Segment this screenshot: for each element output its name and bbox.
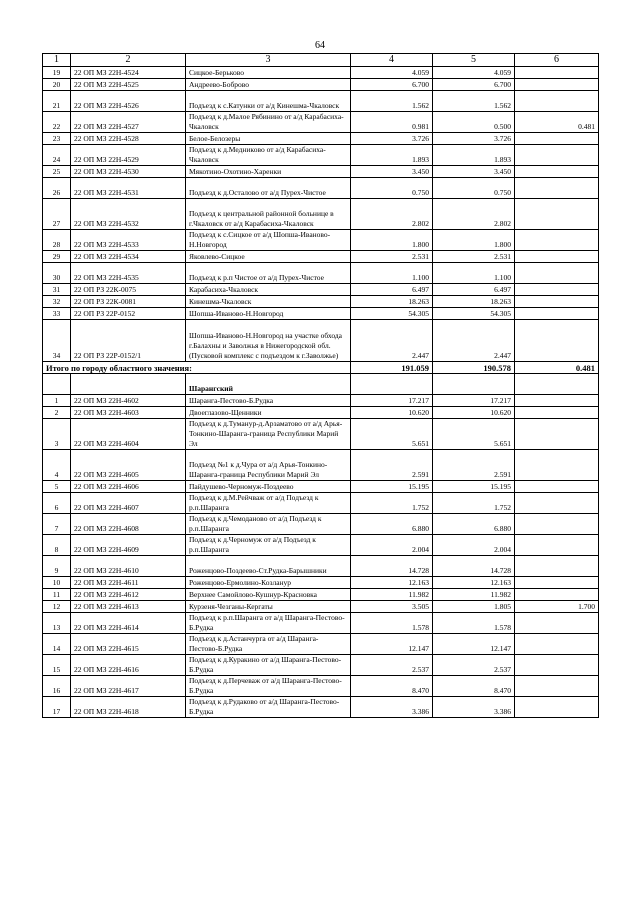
road-id: 22 ОП МЗ 22Н-4525: [71, 79, 186, 91]
table-row: [43, 251, 599, 263]
table-row: [43, 230, 599, 251]
row-number: 13: [43, 613, 71, 634]
length-total: 0.750: [351, 178, 433, 199]
length-total: 15.195: [351, 481, 433, 493]
length-total: 6.497: [351, 284, 433, 296]
road-id: 22 ОП МЗ 22Н-4524: [71, 67, 186, 79]
table-row: [43, 296, 599, 308]
road-name: Подъезд №1 к д.Чура от а/д Арья-Тонкино-Шаранга-граница Республики Марий Эл: [186, 450, 351, 481]
road-id: 22 ОП МЗ 22Н-4531: [71, 178, 186, 199]
length-other: [515, 514, 599, 535]
length-regional: [433, 374, 515, 395]
length-other: [515, 450, 599, 481]
length-other: [515, 284, 599, 296]
length-total: 2.447: [351, 320, 433, 362]
column-header: 2: [71, 54, 186, 67]
road-id: 22 ОП РЗ 22Р-0152: [71, 308, 186, 320]
row-number: 29: [43, 251, 71, 263]
length-regional: 6.700: [433, 79, 515, 91]
table-row: [43, 493, 599, 514]
road-name: Шаранга-Пестово-Б.Рудка: [186, 395, 351, 407]
table-row: [43, 395, 599, 407]
length-total: 1.100: [351, 263, 433, 284]
length-other: [515, 589, 599, 601]
length-regional: 10.620: [433, 407, 515, 419]
table-row: [43, 67, 599, 79]
row-number: 32: [43, 296, 71, 308]
total-value: 191.059: [351, 362, 433, 374]
length-other: [515, 199, 599, 230]
row-number: 11: [43, 589, 71, 601]
road-id: 22 ОП МЗ 22Н-4535: [71, 263, 186, 284]
total-row: [43, 362, 599, 374]
length-total: 1.562: [351, 91, 433, 112]
length-regional: 5.651: [433, 419, 515, 450]
roads-table-body: [43, 67, 599, 718]
table-row: [43, 178, 599, 199]
length-other: [515, 79, 599, 91]
length-other: [515, 133, 599, 145]
length-regional: 15.195: [433, 481, 515, 493]
road-id: 22 ОП РЗ 22К-0081: [71, 296, 186, 308]
length-other: [515, 535, 599, 556]
table-row: [43, 284, 599, 296]
road-id: 22 ОП МЗ 22Н-4604: [71, 419, 186, 450]
length-total: 2.537: [351, 655, 433, 676]
length-regional: 17.217: [433, 395, 515, 407]
road-id: 22 ОП РЗ 22К-0075: [71, 284, 186, 296]
section-row: [43, 374, 599, 395]
length-regional: 4.059: [433, 67, 515, 79]
length-other: [515, 308, 599, 320]
row-number: 28: [43, 230, 71, 251]
road-id: 22 ОП МЗ 22Н-4618: [71, 697, 186, 718]
length-regional: 0.500: [433, 112, 515, 133]
road-id: 22 ОП МЗ 22Н-4614: [71, 613, 186, 634]
road-name: Шопша-Иваново-Н.Новгород: [186, 308, 351, 320]
table-row: [43, 133, 599, 145]
length-other: [515, 655, 599, 676]
length-total: 18.263: [351, 296, 433, 308]
length-regional: 1.100: [433, 263, 515, 284]
length-total: 6.880: [351, 514, 433, 535]
road-name: Подъезд к д.Рудаково от а/д Шаранга-Пестово-Б.Рудка: [186, 697, 351, 718]
table-row: [43, 112, 599, 133]
column-header: 5: [433, 54, 515, 67]
road-name: Подъезд к центральной районной больнице в г.Чкаловск от а/д Карабасиха-Чкаловск: [186, 199, 351, 230]
length-regional: 8.470: [433, 676, 515, 697]
row-number: 17: [43, 697, 71, 718]
row-number: 14: [43, 634, 71, 655]
length-total: 3.726: [351, 133, 433, 145]
row-number: 5: [43, 481, 71, 493]
page-number: 64: [315, 40, 325, 51]
length-regional: 2.004: [433, 535, 515, 556]
road-name: Роженцово-Поздеево-Ст.Рудка-Барышники: [186, 556, 351, 577]
road-id: 22 ОП МЗ 22Н-4616: [71, 655, 186, 676]
length-other: [515, 166, 599, 178]
length-total: 12.147: [351, 634, 433, 655]
length-regional: 3.386: [433, 697, 515, 718]
length-other: [515, 419, 599, 450]
table-row: [43, 145, 599, 166]
length-total: 1.800: [351, 230, 433, 251]
length-total: 1.752: [351, 493, 433, 514]
row-number: 7: [43, 514, 71, 535]
length-total: 12.163: [351, 577, 433, 589]
road-name: Андреево-Боброво: [186, 79, 351, 91]
road-name: Подъезд к д.Чемодановo от а/д Подъезд к р.п.Шаранга: [186, 514, 351, 535]
table-row: [43, 450, 599, 481]
road-id: 22 ОП МЗ 22Н-4527: [71, 112, 186, 133]
length-regional: 2.537: [433, 655, 515, 676]
road-name: Яковлево-Сицкое: [186, 251, 351, 263]
length-other: [515, 556, 599, 577]
road-name: Подъезд к р.п Чистое от а/д Пурех-Чистое: [186, 263, 351, 284]
table-row: [43, 263, 599, 284]
table-row: [43, 589, 599, 601]
length-total: 2.004: [351, 535, 433, 556]
length-regional: 12.163: [433, 577, 515, 589]
total-value: 0.481: [515, 362, 599, 374]
length-total: 2.591: [351, 450, 433, 481]
row-number: 34: [43, 320, 71, 362]
length-other: 0.481: [515, 112, 599, 133]
header-row: [43, 54, 599, 67]
row-number: 8: [43, 535, 71, 556]
length-total: 3.386: [351, 697, 433, 718]
table-row: [43, 655, 599, 676]
length-total: 1.578: [351, 613, 433, 634]
length-regional: 3.450: [433, 166, 515, 178]
length-other: [515, 676, 599, 697]
row-number: 3: [43, 419, 71, 450]
length-regional: 1.800: [433, 230, 515, 251]
table-row: [43, 481, 599, 493]
road-name: Кинешма-Чкаловск: [186, 296, 351, 308]
road-id: 22 ОП МЗ 22Н-4608: [71, 514, 186, 535]
row-number: 31: [43, 284, 71, 296]
length-other: [515, 251, 599, 263]
length-other: [515, 481, 599, 493]
row-number: 16: [43, 676, 71, 697]
length-regional: 0.750: [433, 178, 515, 199]
length-total: 3.450: [351, 166, 433, 178]
road-name: Подъезд к д.Куракино от а/д Шаранга-Пестово-Б.Рудка: [186, 655, 351, 676]
road-id: 22 ОП МЗ 22Н-4526: [71, 91, 186, 112]
road-name: Подъезд к р.п.Шаранга от а/д Шаранга-Пестово-Б.Рудка: [186, 613, 351, 634]
length-regional: 1.893: [433, 145, 515, 166]
road-id: 22 ОП МЗ 22Н-4615: [71, 634, 186, 655]
row-number: 21: [43, 91, 71, 112]
row-number: 23: [43, 133, 71, 145]
road-id: 22 ОП МЗ 22Н-4613: [71, 601, 186, 613]
length-other: [515, 67, 599, 79]
road-name: Мякотино-Охотино-Харенки: [186, 166, 351, 178]
length-regional: 1.805: [433, 601, 515, 613]
table-row: [43, 166, 599, 178]
length-other: [515, 395, 599, 407]
road-name: Верхнее Самойлово-Кушнур-Красновка: [186, 589, 351, 601]
table-row: [43, 320, 599, 362]
road-name: Роженцово-Ермолино-Козлануp: [186, 577, 351, 589]
length-other: [515, 613, 599, 634]
length-total: 8.470: [351, 676, 433, 697]
length-regional: 6.880: [433, 514, 515, 535]
road-id: 22 ОП МЗ 22Н-4602: [71, 395, 186, 407]
road-name: Сицкое-Берьково: [186, 67, 351, 79]
total-value: 190.578: [433, 362, 515, 374]
row-number: 24: [43, 145, 71, 166]
road-name: Подъезд к д.Малое Рябинино от а/д Карабасиха-Чкаловск: [186, 112, 351, 133]
road-id: 22 ОП МЗ 22Н-4606: [71, 481, 186, 493]
length-regional: 1.578: [433, 613, 515, 634]
length-regional: 2.447: [433, 320, 515, 362]
length-other: [515, 634, 599, 655]
row-number: 33: [43, 308, 71, 320]
length-total: 11.982: [351, 589, 433, 601]
road-id: 22 ОП МЗ 22Н-4533: [71, 230, 186, 251]
road-name: Подъезд к д.Медниково от а/д Карабасиха-Чкаловск: [186, 145, 351, 166]
row-number: 9: [43, 556, 71, 577]
table-row: [43, 634, 599, 655]
table-row: [43, 535, 599, 556]
table-row: [43, 556, 599, 577]
road-name: Подъезд к с.Катунки от а/д Кинешма-Чкаловск: [186, 91, 351, 112]
length-total: 5.651: [351, 419, 433, 450]
table-row: [43, 613, 599, 634]
length-other: [515, 263, 599, 284]
length-total: 2.802: [351, 199, 433, 230]
road-id: 22 ОП МЗ 22Н-4617: [71, 676, 186, 697]
column-header: 3: [186, 54, 351, 67]
length-other: [515, 91, 599, 112]
length-regional: 2.591: [433, 450, 515, 481]
road-name: Подъезд к д.Осталово от а/д Пурех-Чистое: [186, 178, 351, 199]
road-id: 22 ОП РЗ 22Р-0152/1: [71, 320, 186, 362]
road-name: Подъезд к д.Туманур-д.Арзаматово от а/д Арья-Тонкино-Шаранга-граница Республики Марий Эл: [186, 419, 351, 450]
length-other: [515, 230, 599, 251]
table-row: [43, 308, 599, 320]
row-number: 1: [43, 395, 71, 407]
length-other: [515, 374, 599, 395]
row-number: 4: [43, 450, 71, 481]
column-header: 6: [515, 54, 599, 67]
road-name: Подъезд к д.Черномуж от а/д Подъезд к р.п.Шаранга: [186, 535, 351, 556]
length-regional: 18.263: [433, 296, 515, 308]
table-row: [43, 199, 599, 230]
length-total: 4.059: [351, 67, 433, 79]
length-other: [515, 178, 599, 199]
road-id: 22 ОП МЗ 22Н-4534: [71, 251, 186, 263]
road-name: Шопша-Иваново-Н.Новгород на участке обхода г.Балахны и Заволжья в Нижегородской обл. (Пусковой комплекс с подъездом к г.Заволжье): [186, 320, 351, 362]
road-name: Белое-Белозеры: [186, 133, 351, 145]
road-id: 22 ОП МЗ 22Н-4532: [71, 199, 186, 230]
length-other: [515, 493, 599, 514]
length-other: [515, 697, 599, 718]
length-other: [515, 407, 599, 419]
road-id: 22 ОП МЗ 22Н-4605: [71, 450, 186, 481]
length-other: [515, 145, 599, 166]
length-total: [351, 374, 433, 395]
road-name: Шарангский: [186, 374, 351, 395]
column-header: 4: [351, 54, 433, 67]
length-total: 1.893: [351, 145, 433, 166]
row-number: [43, 374, 71, 395]
road-id: 22 ОП МЗ 22Н-4529: [71, 145, 186, 166]
column-header: 1: [43, 54, 71, 67]
road-id: 22 ОП МЗ 22Н-4611: [71, 577, 186, 589]
row-number: 30: [43, 263, 71, 284]
length-regional: 2.531: [433, 251, 515, 263]
table-row: [43, 697, 599, 718]
table-row: [43, 407, 599, 419]
table-row: [43, 91, 599, 112]
table-row: [43, 79, 599, 91]
length-regional: 14.728: [433, 556, 515, 577]
road-id: 22 ОП МЗ 22Н-4610: [71, 556, 186, 577]
road-name: Пайдушево-Черномуж-Поздеево: [186, 481, 351, 493]
road-id: 22 ОП МЗ 22Н-4603: [71, 407, 186, 419]
road-name: Подъезд к д.Астанчурга от а/д Шаранга-Пестово-Б.Рудка: [186, 634, 351, 655]
road-id: 22 ОП МЗ 22Н-4528: [71, 133, 186, 145]
row-number: 25: [43, 166, 71, 178]
length-regional: 54.305: [433, 308, 515, 320]
length-regional: 12.147: [433, 634, 515, 655]
row-number: 26: [43, 178, 71, 199]
length-total: 14.728: [351, 556, 433, 577]
road-id: 22 ОП МЗ 22Н-4609: [71, 535, 186, 556]
length-regional: 2.802: [433, 199, 515, 230]
length-regional: 3.726: [433, 133, 515, 145]
row-number: 19: [43, 67, 71, 79]
length-total: 10.620: [351, 407, 433, 419]
table-row: [43, 577, 599, 589]
length-total: 2.531: [351, 251, 433, 263]
table-row: [43, 601, 599, 613]
road-name: Курзеня-Чезганы-Кергаты: [186, 601, 351, 613]
table-row: [43, 514, 599, 535]
row-number: 22: [43, 112, 71, 133]
row-number: 10: [43, 577, 71, 589]
row-number: 20: [43, 79, 71, 91]
total-label: Итого по городу областного значения:: [43, 362, 351, 374]
road-name: Подъезд к с.Сицкое от а/д Шопша-Иваново-Н.Новгород: [186, 230, 351, 251]
length-regional: 1.562: [433, 91, 515, 112]
roads-table: [42, 53, 599, 718]
row-number: 27: [43, 199, 71, 230]
road-name: Двоеглазово-Щенники: [186, 407, 351, 419]
length-regional: 6.497: [433, 284, 515, 296]
length-regional: 1.752: [433, 493, 515, 514]
road-name: Подъезд к д.М.Рейчваж от а/д Подъезд к р.п.Шаранга: [186, 493, 351, 514]
row-number: 12: [43, 601, 71, 613]
length-other: [515, 320, 599, 362]
length-total: 54.305: [351, 308, 433, 320]
length-total: 0.981: [351, 112, 433, 133]
length-total: 6.700: [351, 79, 433, 91]
road-name: Карабасиха-Чкаловск: [186, 284, 351, 296]
length-total: 3.505: [351, 601, 433, 613]
road-id: [71, 374, 186, 395]
road-name: Подъезд к д.Перчеваж от а/д Шаранга-Пестово-Б.Рудка: [186, 676, 351, 697]
length-total: 17.217: [351, 395, 433, 407]
length-other: 1.700: [515, 601, 599, 613]
row-number: 15: [43, 655, 71, 676]
length-other: [515, 577, 599, 589]
length-other: [515, 296, 599, 308]
road-id: 22 ОП МЗ 22Н-4607: [71, 493, 186, 514]
length-regional: 11.982: [433, 589, 515, 601]
road-id: 22 ОП МЗ 22Н-4530: [71, 166, 186, 178]
table-row: [43, 419, 599, 450]
road-id: 22 ОП МЗ 22Н-4612: [71, 589, 186, 601]
table-row: [43, 676, 599, 697]
row-number: 6: [43, 493, 71, 514]
row-number: 2: [43, 407, 71, 419]
